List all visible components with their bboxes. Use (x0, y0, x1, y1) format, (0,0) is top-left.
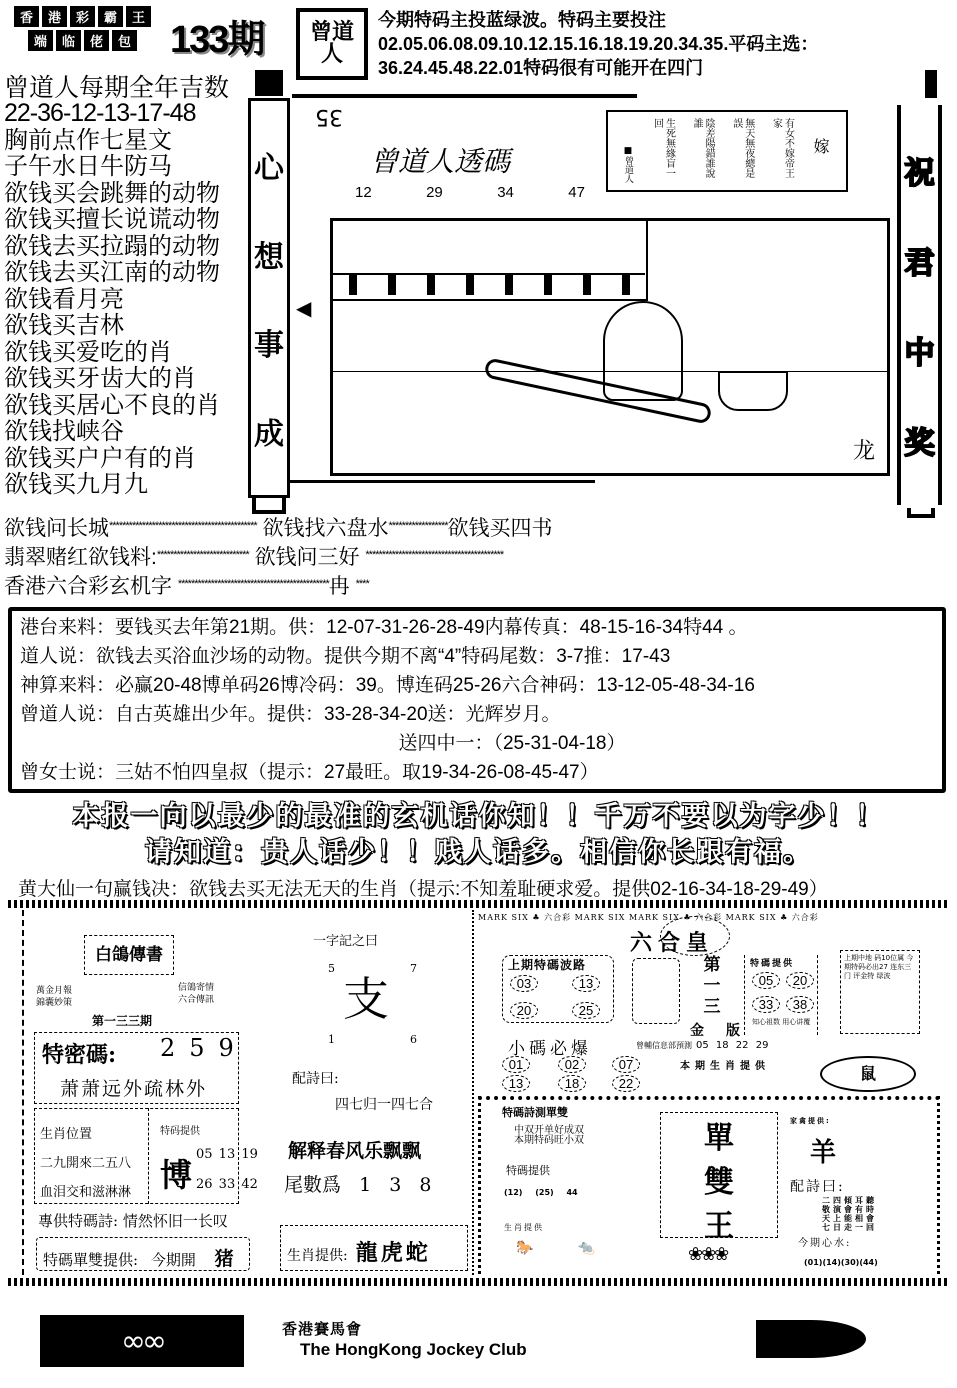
scroll-cap (252, 498, 286, 514)
poem-text: 四七归一四七合 (335, 1097, 433, 1113)
zodiac-label: 生肖提供 (504, 1223, 544, 1232)
text: 二九開來二五八 (40, 1156, 132, 1171)
poem-text: 二四傾耳聽 敬演會有時 天上能相會 七日走一回 (822, 1196, 877, 1232)
riddle-line: 欲钱买九月九 (4, 470, 148, 498)
number: 29 (426, 184, 443, 201)
special-code-numbers: (12) (25) 44 (504, 1188, 578, 1197)
scroll-char: 祝 (904, 156, 935, 191)
star-line: 香港六合彩玄机字 **********************************************冉 **** (4, 575, 369, 598)
riddle-line: 胸前点作七星文 (4, 125, 172, 154)
zodiac-label: 本期生肖提供 (680, 1061, 770, 1072)
secret-code-value: 259 (160, 1034, 248, 1062)
number-ball: 33 (752, 996, 780, 1013)
panel-title: 白鴿傳書 (84, 935, 174, 975)
scroll-char: 想 (254, 239, 284, 275)
issue-number: 133期 (170, 19, 264, 61)
number-ball: 22 (612, 1075, 640, 1092)
info-line: 港台来料：要钱买去年第21期。供：12-07-31-26-28-49内幕传真：48-15-16-34特44 。 (20, 617, 748, 638)
logo-char: 佬 (84, 30, 109, 51)
logo-char: 港 (42, 6, 67, 27)
number-ball: 03 (510, 975, 538, 992)
issue-vertical: 第 一 三 (703, 955, 721, 1017)
vertical-scroll-left (248, 98, 290, 498)
star-line: 翡翠赌红欲钱料:**************************** 欲钱问三好 ****************************************** (4, 546, 504, 569)
poem-label: 配詩曰: (790, 1179, 845, 1195)
tip-box: 上期中地 码10位属 今期特码必出27 连东三门 评金特 绿波 (840, 950, 920, 1034)
headline-text: 今期特码主投蓝绿波。特码主要投注02.05.06.08.09.10.12.15.16.18.19.20.34.35.平码主选：36.24.45.48.22.01特码很有可能开在四门 (378, 10, 819, 78)
scroll-char: 成 (254, 416, 284, 452)
number: 47 (568, 184, 585, 201)
riddle-line: 欲钱看月亮 (4, 284, 124, 313)
illustration-numbers (355, 184, 585, 201)
logo-char: 香 (14, 6, 39, 27)
riddle-line: 欲钱买户户有的肖 (4, 443, 196, 472)
scroll-cap (925, 70, 937, 98)
special-code-label: 特碼提供 (750, 959, 795, 969)
odd-even-king: 單 雙 王 (660, 1112, 778, 1238)
number-ball: 07 (612, 1056, 640, 1073)
one-word-char: 支 (343, 972, 389, 1026)
scholar-illustration (330, 218, 890, 476)
logo-char: 彩 (70, 6, 95, 27)
number: 12 (355, 184, 372, 201)
scroll-cap (907, 508, 935, 518)
scroll-char: 事 (254, 328, 284, 364)
corner-number: 5 (328, 962, 335, 975)
riddle-line: 欲钱找峡谷 (4, 417, 124, 445)
info-line: 送四中一：（25-31-04-18） (398, 733, 626, 754)
poem-column: 陰差陽錯誰說誰 (691, 118, 715, 178)
info-line: 道人说：欲钱去买浴血沙场的动物。提供今期不离“4”特码尾数：3-7推：17-43 (20, 646, 671, 667)
number-ball: 01 (502, 1056, 530, 1073)
poem-label: 配詩曰: (292, 1071, 339, 1087)
logo-char: 王 (126, 6, 151, 27)
decorative-border (8, 1278, 950, 1286)
logo-char: 端 (28, 30, 53, 51)
number-ball: 25 (572, 1002, 600, 1019)
number-ball: 20 (786, 972, 814, 989)
number-ball: 05 (752, 972, 780, 989)
selection-column (632, 958, 680, 1024)
info-line: 神算来料：必赢20-48博单码26博冷码：39。博连码25-26六合神码：13-12-05-48-34-16 (20, 675, 755, 696)
decorative-border (8, 900, 950, 908)
boat-icon (756, 1320, 866, 1358)
zodiac-box: 生肖提供: 龍虎蛇 (280, 1225, 468, 1271)
small-note: 知心祖数 用心讲覆 (752, 1018, 811, 1026)
secret-code-poem: 萧萧远外疏林外 (60, 1078, 208, 1100)
bo-char: 博 (160, 1156, 193, 1194)
zodiac-char: 龙 (852, 439, 875, 464)
number-ball: 38 (786, 996, 814, 1013)
poem-odd-even-label: 特碼詩測單雙 (502, 1106, 568, 1119)
corner-number: 7 (410, 962, 417, 975)
riddle-list (4, 100, 249, 498)
poem-column: 無天無夜總是誤 (730, 118, 754, 178)
zodiac-position (40, 1120, 131, 1207)
number-ball: 20 (510, 1002, 538, 1019)
corner-number: 35 (315, 104, 343, 129)
small-code-label: 小碼必爆 (508, 1039, 592, 1059)
star-line: 欲钱问长城********************************************* 欲钱找六盘水******************欲钱买四书 (4, 517, 553, 540)
poultry-char: 羊 (810, 1138, 837, 1168)
scroll-char: 君 (904, 246, 935, 281)
number-ball: 18 (558, 1075, 586, 1092)
flower-icon: ❀❀❀ (688, 1244, 728, 1265)
poem-odd-even: 中双开单好成双 本期特码旺小双 (514, 1125, 584, 1146)
tail-numbers: 尾數爲 1 3 8 (284, 1174, 438, 1196)
riddle-line: 子午水日牛防马 (4, 152, 172, 180)
slogan-line: 本报一向以最少的最准的玄机话你知！！千万不要以为字少！！ (72, 801, 885, 832)
lucky-numbers: 22-36-12-13-17-48 (4, 99, 196, 127)
special-code-label: 特碼提供 (506, 1164, 550, 1177)
logo-char: 包 (112, 30, 137, 51)
number-ball: 13 (502, 1075, 530, 1092)
special-code-numbers: 05 13 19 26 33 42 (196, 1147, 258, 1192)
riddle-line: 欲钱去买江南的动物 (4, 258, 220, 286)
logo-char: 临 (56, 30, 81, 51)
wave-label: 上期特碼波路 (508, 958, 587, 972)
divider (148, 1108, 149, 1204)
liuhe-king-title: 六合皇 (630, 930, 715, 956)
poem-column: 有女不嫁帝王家 (770, 118, 794, 178)
side-note: 萬金月報 錦囊妙策 (36, 986, 73, 1008)
poultry-label: 家禽提供: (790, 1117, 831, 1125)
star-lines (4, 513, 904, 600)
left-title (4, 74, 229, 102)
poem-column: 生死無緣盲一回 (651, 118, 675, 178)
special-code-label: 特码提供 (160, 1126, 200, 1137)
number: 34 (497, 184, 514, 201)
side-note: 信鴿寄情 六合傳訊 (178, 983, 215, 1005)
number-ball: 02 (558, 1056, 586, 1073)
scroll-char: 奖 (904, 426, 935, 461)
heart-pick-label: 今期心水: (798, 1238, 852, 1249)
odd-even-box: 特碼單雙提供: 今期開 猪 (36, 1237, 250, 1271)
divider (472, 910, 474, 1275)
crab-claw-icon: ◀ (296, 296, 312, 320)
vertical-scroll-right (897, 105, 942, 505)
divider (292, 94, 637, 98)
gold-edition: 金版 (690, 1023, 762, 1039)
scroll-char: 心 (254, 151, 284, 187)
info-line: 曾道人说：自古英雄出少年。提供：33-28-34-20送：光辉岁月。 (20, 704, 561, 725)
seal-icon: 曾道人 (296, 8, 368, 80)
label: 生肖位置 (40, 1127, 93, 1142)
scholar-figure (603, 301, 683, 401)
poem-box (606, 110, 848, 192)
explanation: 解释春风乐飘飘 (288, 1140, 422, 1162)
railing (333, 273, 645, 295)
mark-six-strip: MARK SIX ♣ 六合彩 MARK SIX MARK SIX ♣ 六合彩 MARK SIX ♣ 六合彩 (478, 913, 819, 922)
info-line: 曾女士说：三姑不怕四皇叔（提示：27最旺。取19-34-26-08-45-47） (20, 762, 599, 783)
jockey-club-cn: 香港賽馬會 (282, 1320, 363, 1338)
scroll-cap (255, 70, 283, 96)
number-ball: 13 (572, 975, 600, 992)
corner-number: 1 (328, 1033, 335, 1046)
poem-heading: 嫁 (811, 138, 831, 154)
riddle-line: 欲钱买居心不良的肖 (4, 390, 220, 419)
animal-icons: 🐎 🐀 (516, 1240, 616, 1256)
logo-char: 霸 (98, 6, 123, 27)
wall-panel (333, 221, 648, 301)
divider (290, 480, 595, 483)
poem-signature: ■曾道人 (622, 146, 633, 183)
plant-pot (718, 371, 788, 411)
info-box (8, 607, 946, 793)
riddle-line: 欲钱买吉林 (4, 311, 124, 339)
corner-number: 6 (410, 1033, 417, 1046)
riddle-line: 欲钱买会跳舞的动物 (4, 178, 220, 207)
small-code-numbers: 曾輔信息部預測 05 18 22 29 (636, 1040, 769, 1051)
masthead-logo (14, 6, 154, 56)
scroll-char: 中 (904, 336, 935, 371)
riddle-line: 欲钱买擅长说谎动物 (4, 205, 220, 233)
lucky-numbers-title: 曾道人每期全年吉数 (4, 73, 230, 102)
riddle-line: 欲钱去买拉蹋的动物 (4, 231, 220, 260)
huang-daxian-line: 黄大仙一句赢钱决：欲钱去买无法无天的生肖（提示:不知羞耻硬求爱。提供02-16-34-18-29-49） (18, 879, 828, 900)
one-word-title: 一字記之曰 (313, 934, 379, 949)
special-poem: 專供特碼詩: 情然怀旧一长叹 (38, 1212, 228, 1230)
issue-label: 第一三三期 (92, 1014, 153, 1028)
zodiac-stamp: 鼠 (820, 1056, 916, 1092)
illustration-title: 曾道人透碼 (370, 145, 511, 178)
jockey-club-logo: ∞∞ (40, 1315, 244, 1367)
jockey-club-en: The HongKong Jockey Club (300, 1340, 527, 1359)
riddle-line: 欲钱买牙齿大的肖 (4, 364, 196, 392)
text: 血泪交和滋淋淋 (40, 1185, 132, 1200)
riddle-line: 欲钱买爱吃的肖 (4, 337, 172, 366)
heart-pick-numbers: (01)(14)(30)(44) (804, 1258, 878, 1267)
slogan-line: 请知道：贵人话少！！贱人话多。相信你长跟有福。 (145, 837, 812, 868)
secret-code-label: 特密碼: (42, 1042, 117, 1068)
